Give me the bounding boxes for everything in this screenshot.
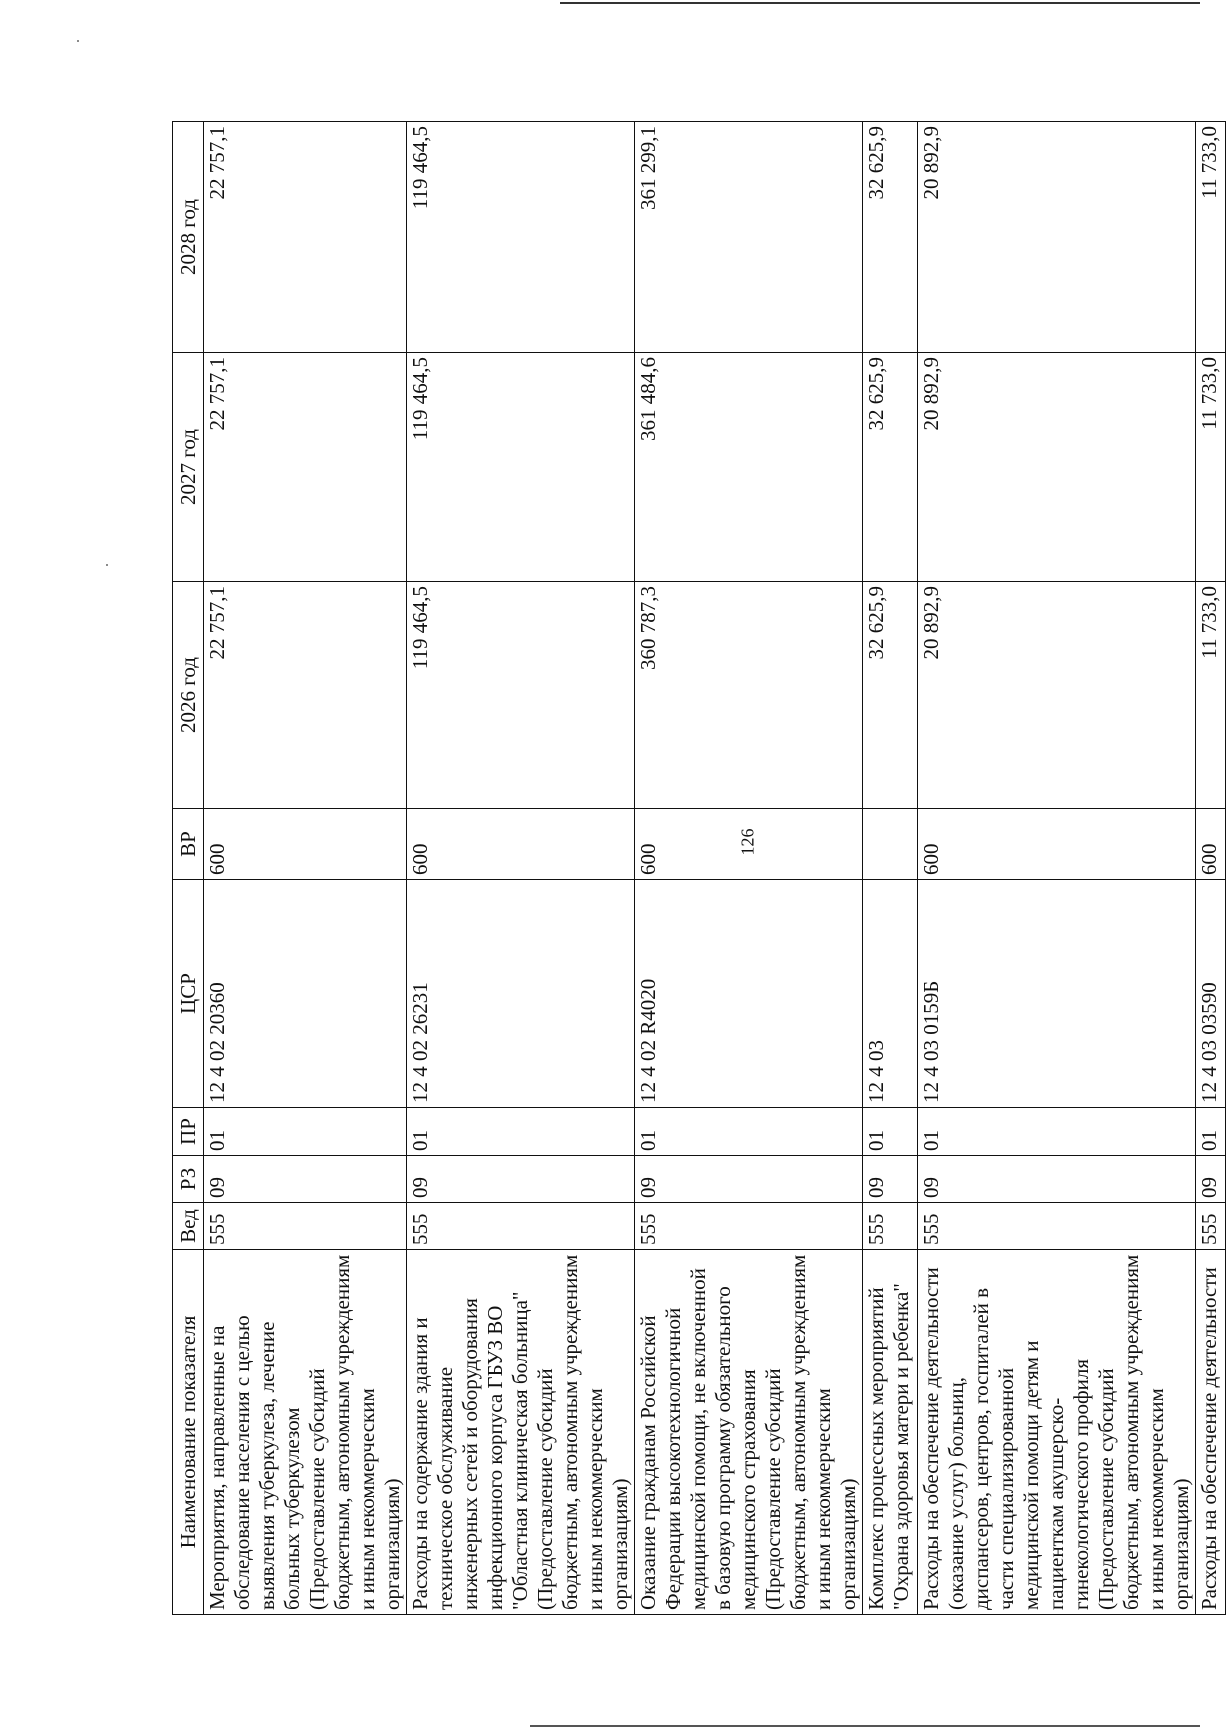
table-row [1196,122,1226,1615]
cell-2027: 361 484,6 [635,353,863,582]
header-ved: Вед [173,1203,204,1250]
header-2027: 2027 год [173,353,204,582]
scan-edge-bottom [530,1725,1200,1727]
cell-name: Расходы на содержание здания и техническое обслуживание инженерных сетей и оборудования инфекционного корпуса ГБУЗ ВО "Областная клиническая больница" (Предоставление субсидий бюджетным, автономным учреждениям и иным некоммерческим организациям) [407,1250,635,1615]
header-rz: РЗ [173,1156,204,1203]
cell-vr: 600 [204,809,407,880]
cell-2028: 32 625,9 [863,122,918,353]
scan-edge-top [560,2,1200,4]
cell-2027: 32 625,9 [863,353,918,582]
cell-rz: 09 [1196,1156,1226,1203]
cell-pr: 01 [863,1108,918,1156]
table-row [918,122,1196,1615]
budget-table [172,121,1226,1615]
cell-ved: 555 [1196,1203,1226,1250]
cell-pr: 01 [407,1108,635,1156]
cell-ved: 555 [635,1203,863,1250]
cell-name: Комплекс процессных мероприятий "Охрана здоровья матери и ребенка" [863,1250,918,1615]
header-vr: ВР [173,809,204,880]
cell-2026: 119 464,5 [407,582,635,809]
cell-name: Расходы на обеспечение деятельности (оказание услуг) больниц, диспансеров, центров, госпиталей в части специализированной медицинской помощи детям и пациенткам акушерско-гинекологического профиля (Предоставление субсидий бюджетным, автономным учреждениям и иным некоммерческим организациям) [918,1250,1196,1615]
header-csr: ЦСР [173,880,204,1108]
cell-2026: 22 757,1 [204,582,407,809]
table-row [204,122,407,1615]
header-pr: ПР [173,1108,204,1156]
cell-vr: 600 [1196,809,1226,880]
cell-rz: 09 [918,1156,1196,1203]
cell-rz: 09 [204,1156,407,1203]
cell-pr: 01 [1196,1108,1226,1156]
cell-ved: 555 [918,1203,1196,1250]
cell-csr: 12 4 02 26231 [407,880,635,1108]
table-row [635,122,863,1615]
cell-2027: 11 733,0 [1196,353,1226,582]
cell-2027: 20 892,9 [918,353,1196,582]
cell-2026: 11 733,0 [1196,582,1226,809]
cell-csr: 12 4 02 R4020 [635,880,863,1108]
budget-table-frame [172,122,1221,1615]
cell-2028: 22 757,1 [204,122,407,353]
cell-2028: 119 464,5 [407,122,635,353]
table-row [863,122,918,1615]
cell-name: Расходы на обеспечение деятельности [1196,1250,1226,1615]
cell-vr: 600 [635,809,863,880]
table-row [407,122,635,1615]
cell-name: Мероприятия, направленные на обследование населения с целью выявления туберкулеза, лечение больных туберкулезом (Предоставление субсидий бюджетным, автономным учреждениям и иным некоммерческим организациям) [204,1250,407,1615]
cell-2026: 20 892,9 [918,582,1196,809]
cell-pr: 01 [204,1108,407,1156]
cell-pr: 01 [635,1108,863,1156]
cell-csr: 12 4 03 [863,880,918,1108]
cell-2028: 20 892,9 [918,122,1196,353]
scan-speck [106,564,108,566]
cell-csr: 12 4 03 0159Б [918,880,1196,1108]
header-2026: 2026 год [173,582,204,809]
cell-rz: 09 [407,1156,635,1203]
cell-pr: 01 [918,1108,1196,1156]
cell-vr [863,809,918,880]
scan-speck [77,40,79,42]
header-2028: 2028 год [173,122,204,353]
header-name: Наименование показателя [173,1250,204,1615]
cell-ved: 555 [204,1203,407,1250]
cell-ved: 555 [407,1203,635,1250]
page-number-text: 126 [737,828,758,856]
cell-2028: 11 733,0 [1196,122,1226,353]
cell-vr: 600 [918,809,1196,880]
cell-ved: 555 [863,1203,918,1250]
cell-csr: 12 4 02 20360 [204,880,407,1108]
cell-vr: 600 [407,809,635,880]
cell-2026: 360 787,3 [635,582,863,809]
cell-name: Оказание гражданам Российской Федерации высокотехнологичной медицинской помощи, не включенной в базовую программу обязательного медицинского страхования (Предоставление субсидий бюджетным, автономным учреждениям и иным некоммерческим организациям) [635,1250,863,1615]
cell-2027: 119 464,5 [407,353,635,582]
cell-rz: 09 [863,1156,918,1203]
table-header-row [173,122,204,1615]
cell-2026: 32 625,9 [863,582,918,809]
cell-2027: 22 757,1 [204,353,407,582]
cell-2028: 361 299,1 [635,122,863,353]
cell-rz: 09 [635,1156,863,1203]
cell-csr: 12 4 03 03590 [1196,880,1226,1108]
